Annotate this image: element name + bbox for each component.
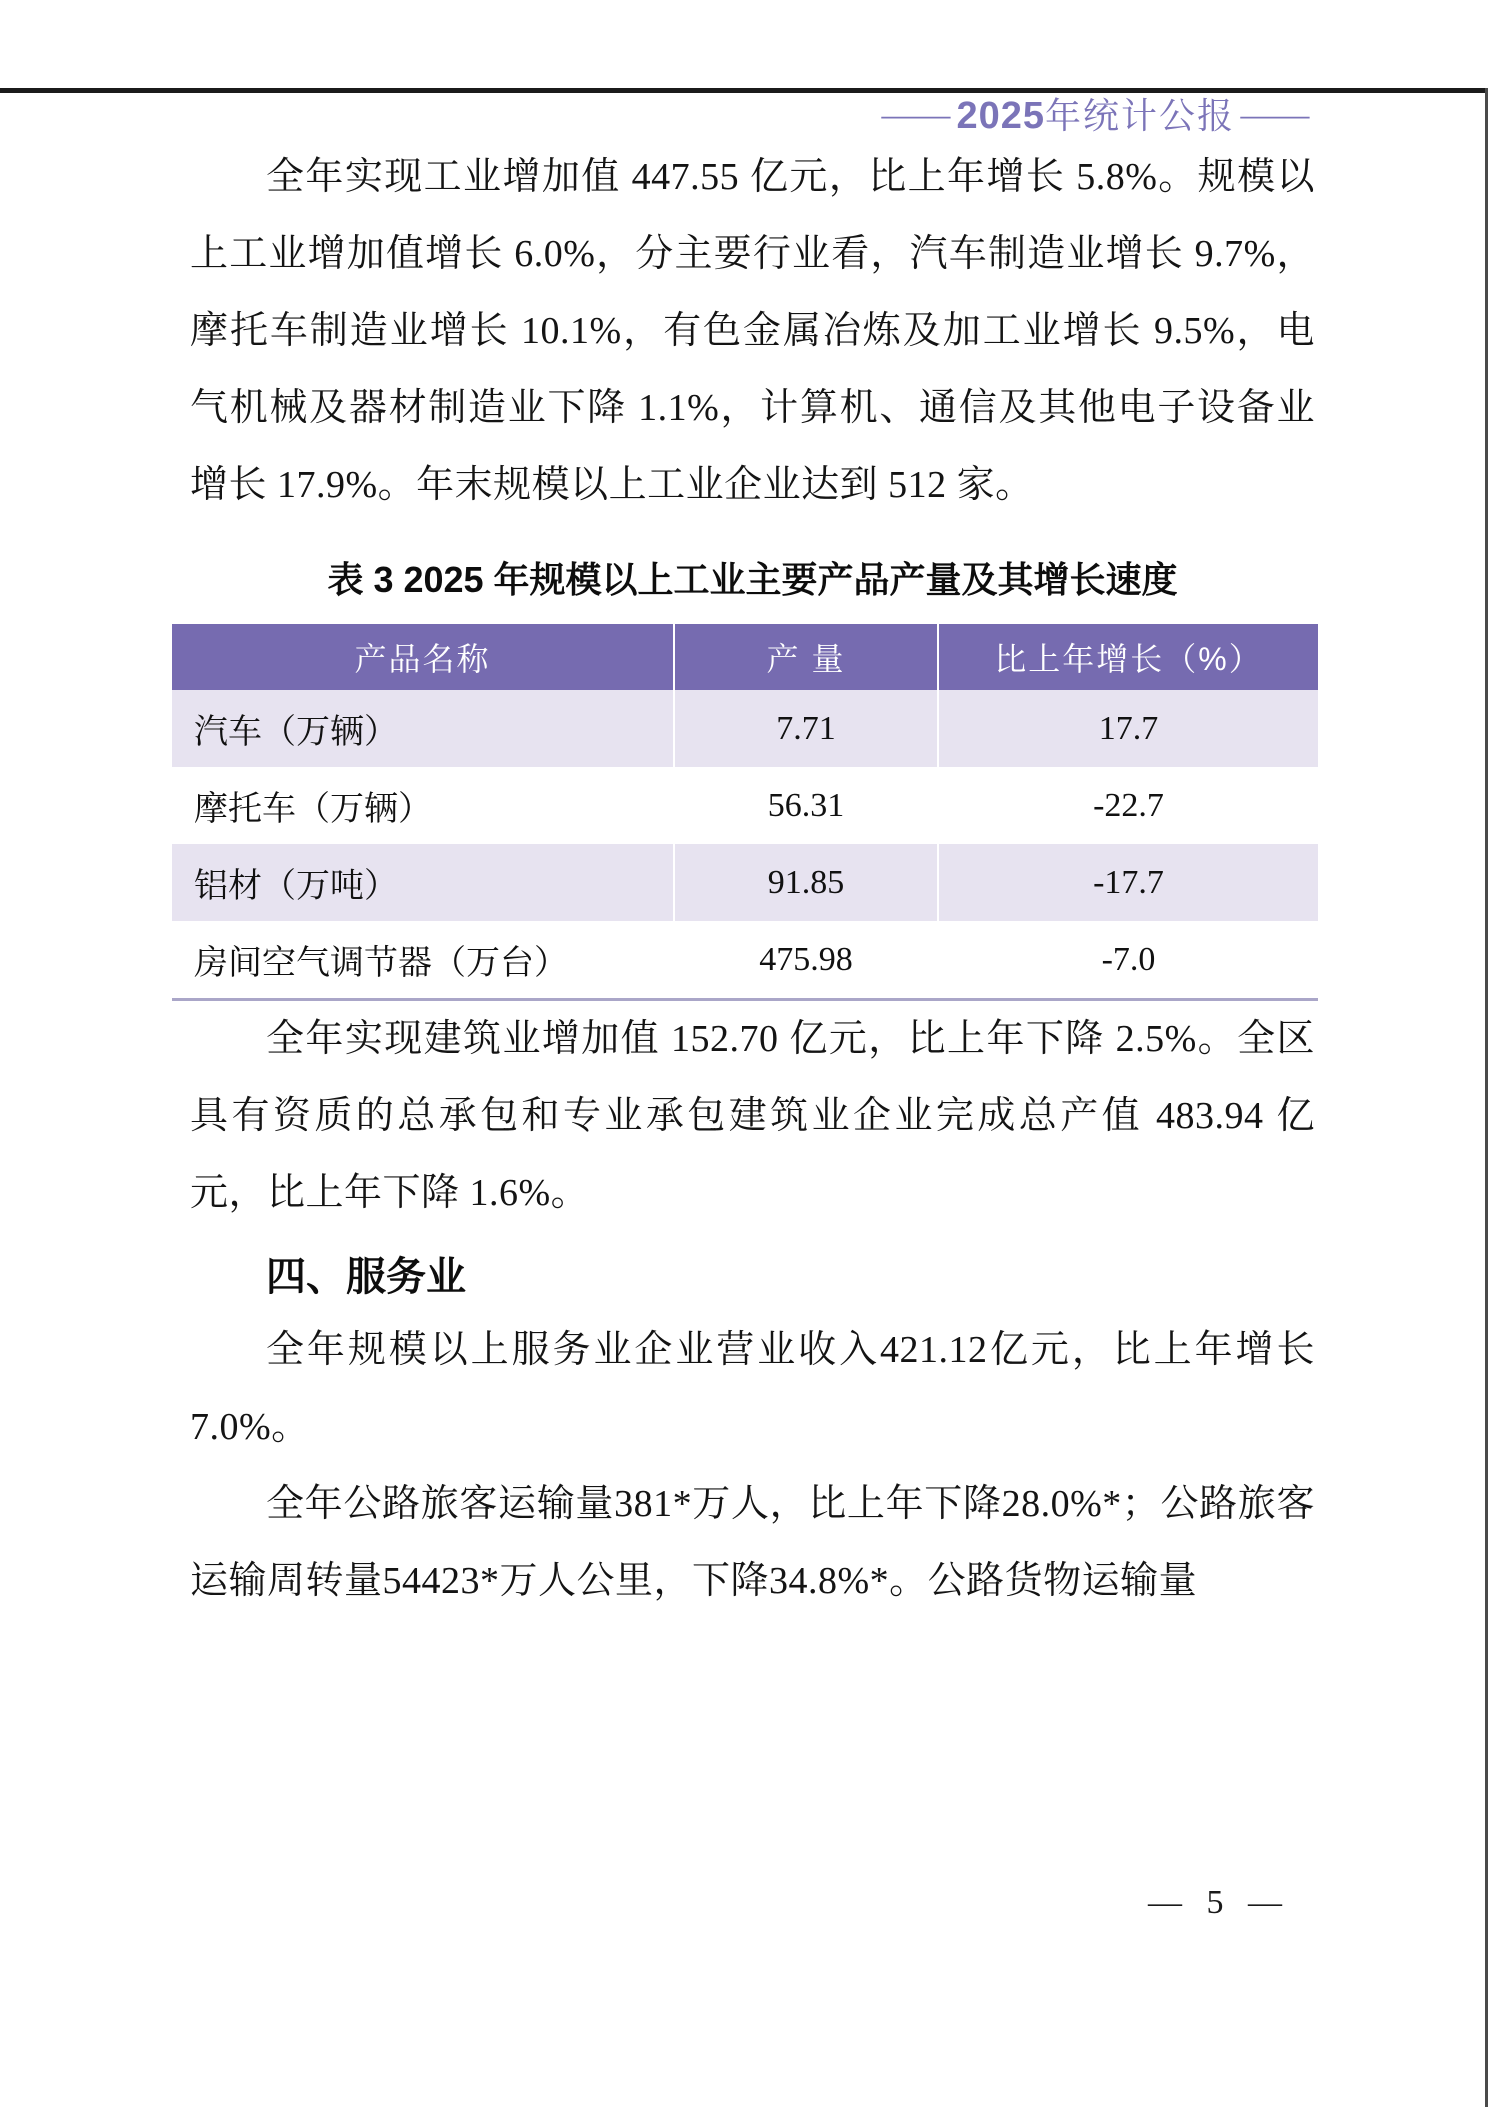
- table-row: [172, 921, 1318, 1000]
- paragraph-road-transport: 全年公路旅客运输量381*万人，比上年下降28.0%*；公路旅客运输周转量54423*万人公里，下降34.8%*。公路货物运输量: [190, 1483, 1315, 1602]
- paragraph-construction: 全年实现建筑业增加值 152.70 亿元，比上年下降 2.5%。全区具有资质的总承包和专业承包建筑业企业完成总产值 483.94 亿元，比上年下降 1.6%。: [190, 1018, 1315, 1214]
- product-name-cell: 房间空气调节器（万台）: [172, 921, 674, 1000]
- growth-cell: 17.7: [938, 690, 1318, 767]
- output-cell: 475.98: [674, 921, 938, 1000]
- product-name-cell: 铝材（万吨）: [172, 844, 674, 921]
- column-header-product-name: 产品名称: [172, 624, 674, 690]
- table-row: [172, 767, 1318, 844]
- table-row: [172, 690, 1318, 767]
- column-header-output: 产 量: [674, 624, 938, 690]
- paragraph-industry: 全年实现工业增加值 447.55 亿元，比上年增长 5.8%。规模以上工业增加值增长 6.0%，分主要行业看，汽车制造业增长 9.7%，摩托车制造业增长 10.1%，有色金属冶炼及加工业增长 9.5%，电气机械及器材制造业下降 1.1%，计算机、通信及其他电子设备业增长 17.9%。年末规模以上工业企业达到 512 家。: [190, 156, 1315, 506]
- output-cell: 91.85: [674, 844, 938, 921]
- growth-cell: -17.7: [938, 844, 1318, 921]
- table-3-title: 表 3 2025 年规模以上工业主要产品产量及其增长速度: [327, 559, 1178, 600]
- output-cell: 56.31: [674, 767, 938, 844]
- output-cell: 7.71: [674, 690, 938, 767]
- industrial-output-table: [172, 624, 1318, 1001]
- header-dash-left: —: [882, 93, 951, 134]
- running-header: [0, 88, 1310, 139]
- section-heading-services: 四、服务业: [266, 1255, 466, 1299]
- product-name-cell: 摩托车（万辆）: [194, 791, 432, 828]
- growth-cell: -7.0: [938, 921, 1318, 1000]
- header-year: 2025: [956, 95, 1045, 137]
- product-name-cell: 汽车（万辆）: [172, 690, 674, 767]
- page-number: — 5 —: [1148, 1884, 1290, 1921]
- table-row: [172, 844, 1318, 921]
- header-dash-right: —: [1240, 93, 1310, 134]
- page-content: [190, 139, 1315, 1620]
- header-title: 年统计公报: [1044, 96, 1235, 136]
- paragraph-services-revenue: 全年规模以上服务业企业营业收入421.12亿元，比上年增长7.0%。: [190, 1329, 1315, 1448]
- growth-cell: -22.7: [938, 767, 1318, 844]
- column-header-growth: 比上年增长（%）: [938, 624, 1318, 690]
- table-header-row: [172, 624, 1318, 690]
